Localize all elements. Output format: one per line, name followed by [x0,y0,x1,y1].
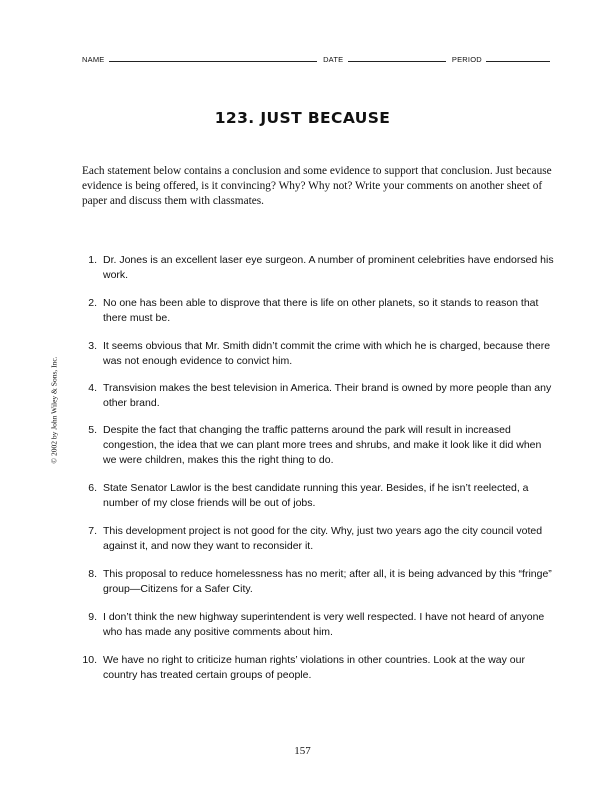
name-blank-line [109,55,317,62]
question-item [76,381,556,411]
date-label: DATE [323,55,344,64]
question-number: 3. [88,340,97,352]
question-text: Transvision makes the best television in America. Their brand is owned by more people than any other brand. [103,382,552,409]
instructions-paragraph: Each statement below contains a conclusion and some evidence to support that conclusion. Just because evidence is being offered, is it convincing? Why? Why not? Write your comments on another sheet of paper and discuss them with classmates. [82,165,552,207]
question-number: 10. [82,654,97,666]
page-number: 157 [294,745,311,757]
question-number: 6. [88,482,97,494]
date-blank-line [348,55,446,62]
question-item [76,296,556,326]
question-item [76,423,556,468]
question-text: It seems obvious that Mr. Smith didn’t commit the crime with which he is charged, because there was not enough evidence to convict him. [103,340,551,367]
question-item [76,481,556,511]
question-text: I don’t think the new highway superintendent is very well respected. I have not heard of anyone who has made any positive comments about him. [103,611,545,638]
student-info-header [82,55,548,64]
period-label: PERIOD [451,55,482,64]
question-number: 9. [88,611,97,623]
question-number: 4. [88,382,97,394]
question-number: 2. [88,297,97,309]
copyright-notice: © 2002 by John Wiley & Sons, Inc. [49,356,59,464]
question-item [76,253,556,283]
page-title: 123. JUST BECAUSE [214,109,391,127]
question-item [76,653,556,683]
period-blank-line [486,55,550,62]
question-number: 8. [88,568,97,580]
question-text: This proposal to reduce homelessness has no merit; after all, it is being advanced by this “fringe” group—Citizens for a Safer City. [103,568,552,595]
question-text: Despite the fact that changing the traffic patterns around the park will result in increased congestion, the idea that we can plant more trees and shrubs, and make it look like it did when we were children, makes this the right thing to do. [103,424,542,466]
question-item [76,610,556,640]
question-text: No one has been able to disprove that there is life on other planets, so it stands to reason that there must be. [103,297,539,324]
name-label: NAME [82,55,105,64]
question-number: 7. [88,525,97,537]
question-number: 5. [88,424,97,436]
question-number: 1. [88,254,97,266]
question-item [76,567,556,597]
question-text: State Senator Lawlor is the best candidate running this year. Besides, if he isn’t reelected, a number of my close friends will be out of jobs. [103,482,529,509]
question-text: Dr. Jones is an excellent laser eye surgeon. A number of prominent celebrities have endorsed his work. [103,254,554,281]
question-text: We have no right to criticize human rights’ violations in other countries. Look at the way our country has treated certain groups of people. [103,654,525,681]
question-item [76,524,556,554]
question-text: This development project is not good for the city. Why, just two years ago the city council voted against it, and now they want to reconsider it. [103,525,543,552]
question-item [76,339,556,369]
